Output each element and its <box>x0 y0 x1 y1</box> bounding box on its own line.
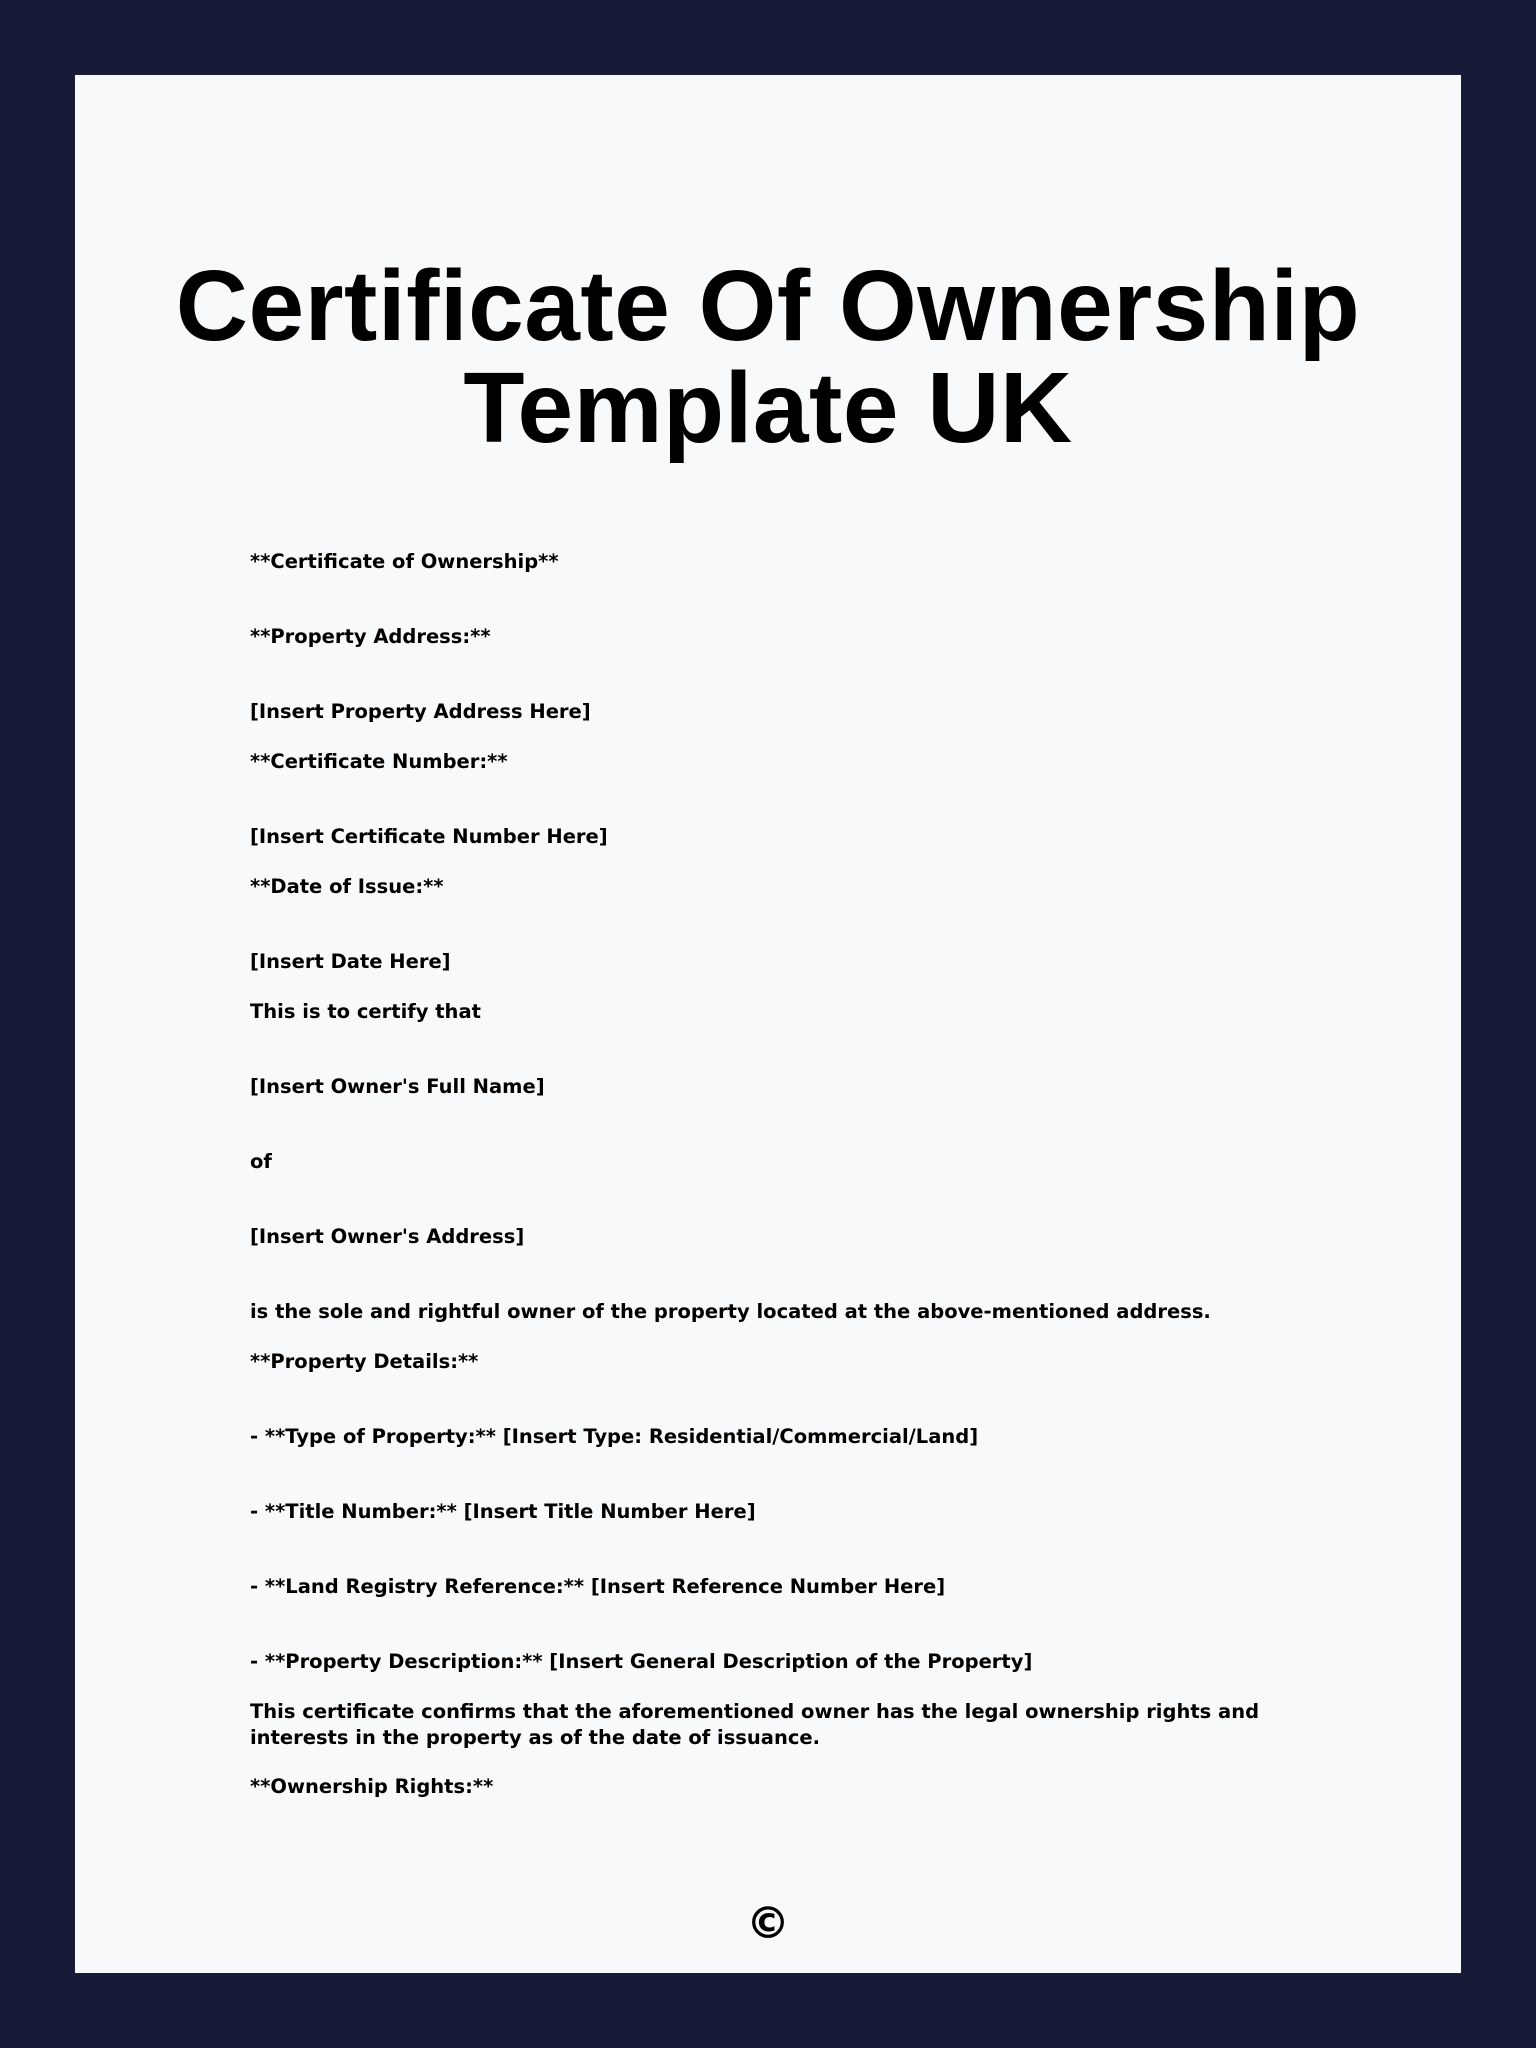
certify-statement: This is to certify that <box>250 1000 481 1023</box>
of-text: of <box>250 1150 272 1173</box>
owner-name-placeholder: [Insert Owner's Full Name] <box>250 1075 545 1098</box>
date-of-issue-label: **Date of Issue:** <box>250 875 444 898</box>
document-title: Certificate Of Ownership Template UK <box>175 250 1361 464</box>
date-placeholder: [Insert Date Here] <box>250 950 451 973</box>
property-description-item: - **Property Description:** [Insert General Description of the Property] <box>250 1650 1033 1673</box>
owner-address-placeholder: [Insert Owner's Address] <box>250 1225 525 1248</box>
ownership-statement: is the sole and rightful owner of the property located at the above-mentioned address. <box>250 1300 1211 1323</box>
certificate-heading: **Certificate of Ownership** <box>250 550 559 573</box>
land-registry-item: - **Land Registry Reference:** [Insert Reference Number Here] <box>250 1575 946 1598</box>
certificate-number-label: **Certificate Number:** <box>250 750 508 773</box>
title-number-item: - **Title Number:** [Insert Title Number Here] <box>250 1500 756 1523</box>
document-page <box>75 75 1461 1973</box>
property-details-label: **Property Details:** <box>250 1350 479 1373</box>
ownership-rights-label: **Ownership Rights:** <box>250 1775 494 1798</box>
confirmation-paragraph: This certificate confirms that the aforementioned owner has the legal ownership rights and interests in the property as of the date of issuance. <box>250 1700 1260 1749</box>
copyright-icon: © <box>746 1898 790 1949</box>
property-type-item: - **Type of Property:** [Insert Type: Residential/Commercial/Land] <box>250 1425 979 1448</box>
property-address-label: **Property Address:** <box>250 625 491 648</box>
certificate-number-placeholder: [Insert Certificate Number Here] <box>250 825 608 848</box>
property-address-placeholder: [Insert Property Address Here] <box>250 700 591 723</box>
